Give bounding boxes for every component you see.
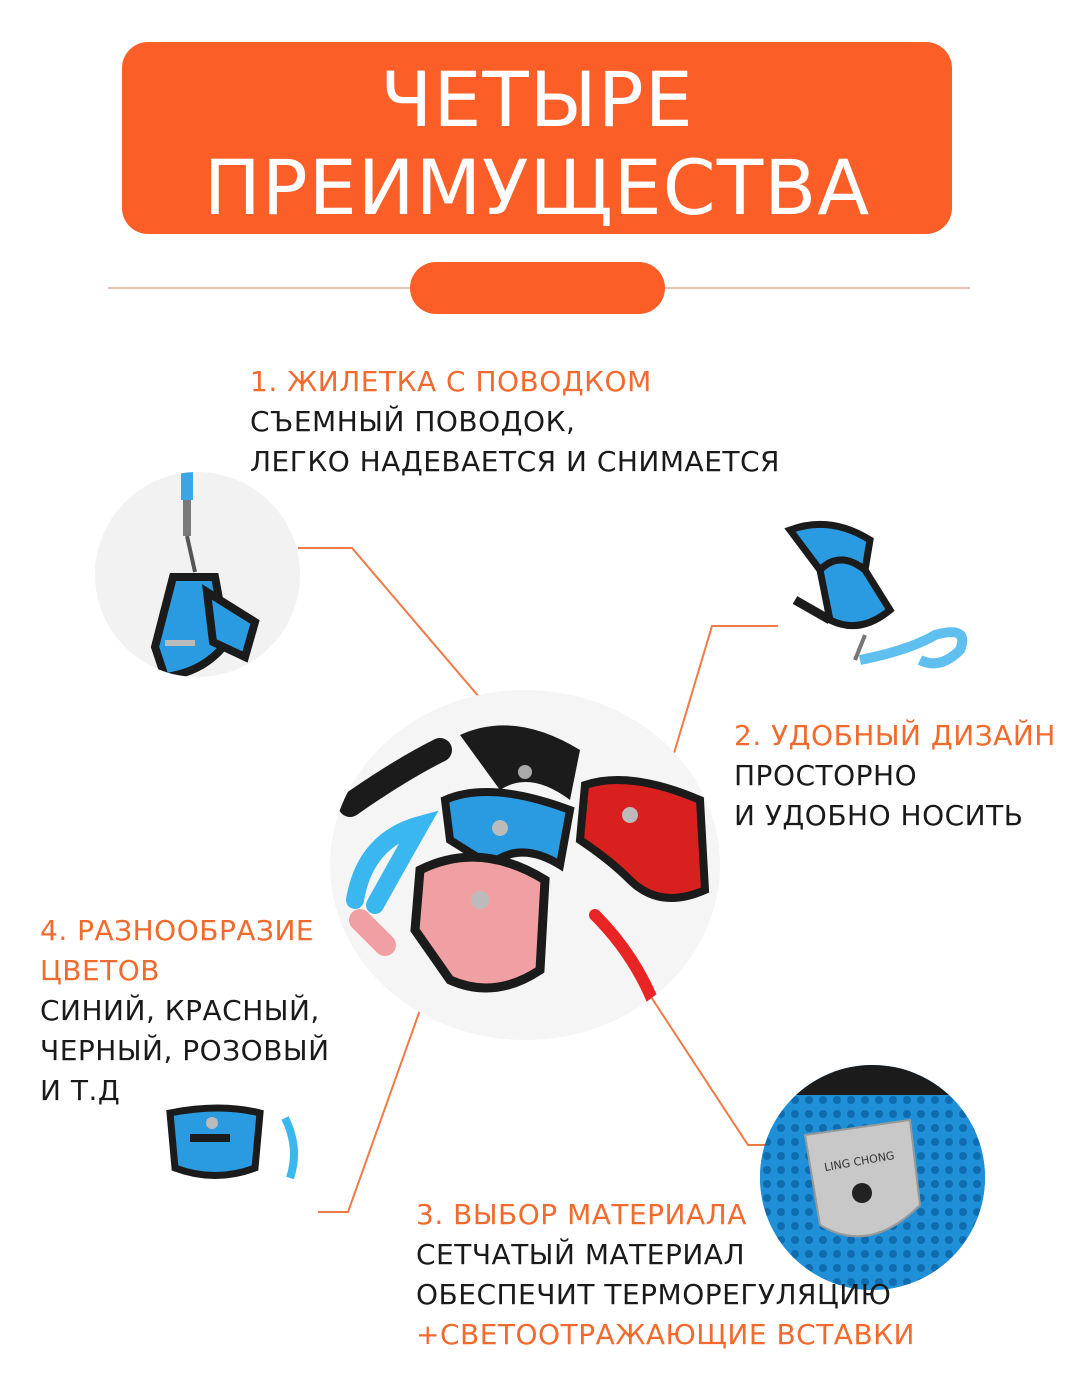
feature-3-line-2: ОБЕСПЕЧИТ ТЕРМОРЕГУЛЯЦИЮ	[416, 1278, 892, 1311]
feature-3	[416, 1195, 915, 1355]
feature-2-line-1: ПРОСТОРНО	[734, 759, 918, 792]
blue-harness-photo	[160, 1098, 325, 1188]
feature-3-line-1: СЕТЧАТЫЙ МАТЕРИАЛ	[416, 1238, 745, 1271]
feature-4	[40, 911, 330, 1111]
feature-4-heading-2: ЦВЕТОВ	[40, 954, 160, 987]
feature-4-heading-1: 4. РАЗНООБРАЗИЕ	[40, 914, 315, 947]
feature-4-line-2: ЧЕРНЫЙ, РОЗОВЫЙ	[40, 1034, 330, 1067]
title-line-1: ЧЕТЫРЕ	[380, 55, 694, 144]
feature-2	[734, 716, 1056, 836]
feature-1-line-2: ЛЕГКО НАДЕВАЕТСЯ И СНИМАЕТСЯ	[250, 445, 780, 478]
feature-2-heading: 2. УДОБНЫЙ ДИЗАЙН	[734, 719, 1056, 752]
feature-4-line-3: И Т.Д	[40, 1074, 121, 1107]
color-variants-photo	[330, 690, 720, 1040]
feature-2-line-2: И УДОБНО НОСИТЬ	[734, 799, 1024, 832]
feature-1-heading: 1. ЖИЛЕТКА С ПОВОДКОМ	[250, 365, 652, 398]
harness-design-photo	[770, 510, 980, 685]
feature-1-line-1: СЪЕМНЫЙ ПОВОДОК,	[250, 405, 576, 438]
title-line-2: ПРЕИМУЩЕСТВА	[203, 143, 871, 232]
feature-4-line-1: СИНИЙ, КРАСНЫЙ,	[40, 994, 320, 1027]
feature-1	[250, 362, 780, 482]
feature-3-heading: 3. ВЫБОР МАТЕРИАЛА	[416, 1198, 747, 1231]
badge-text: LING CHONG	[823, 1148, 896, 1175]
feature-3-accent: +СВЕТООТРАЖАЮЩИЕ ВСТАВКИ	[416, 1318, 915, 1351]
harness-with-leash-photo	[95, 472, 300, 677]
connector-line-4	[318, 982, 430, 1212]
